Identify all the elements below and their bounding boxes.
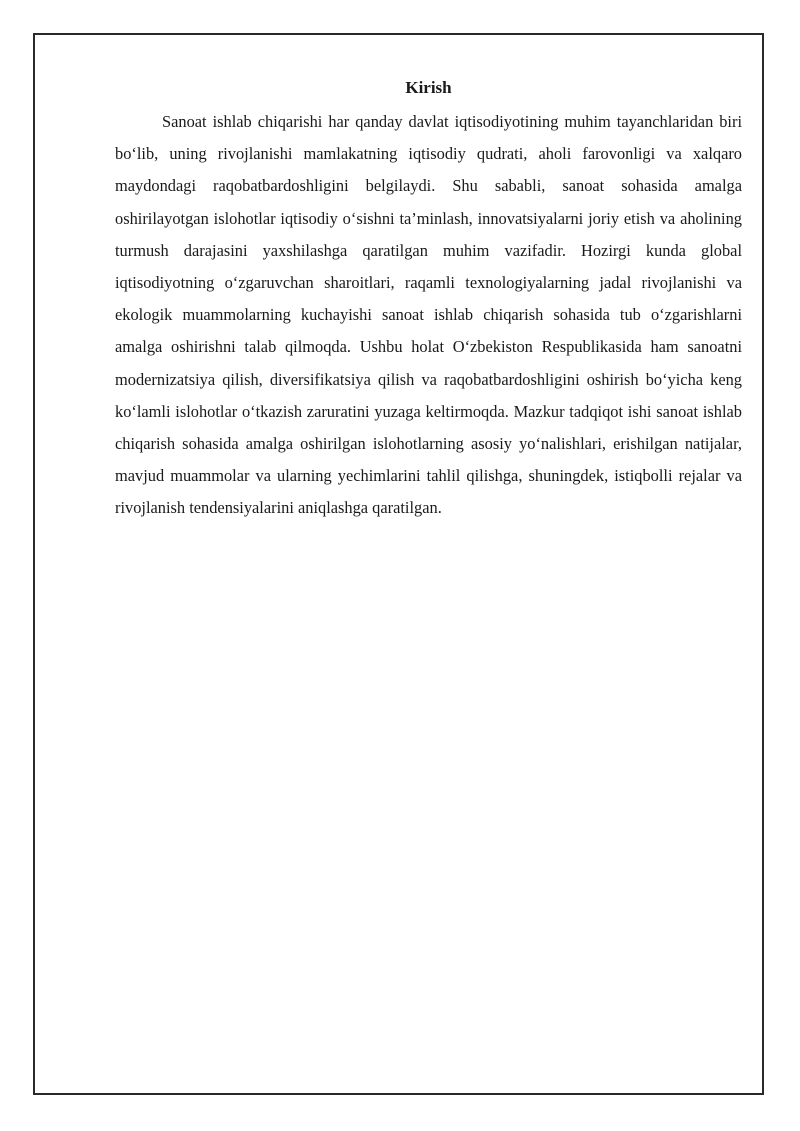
document-body bbox=[115, 76, 742, 525]
page-title: Kirish bbox=[405, 78, 452, 97]
intro-paragraph: Sanoat ishlab chiqarishi har qanday davlat iqtisodiyotining muhim tayanchlaridan biri bo‘lib, uning rivojlanishi mamlakatning iqtisodiy qudrati, aholi farovonligi va xalqaro maydondagi raqobatbardoshligini belgilaydi. Shu sababli, sanoat sohasida amalga oshirilayotgan islohotlar iqtisodiy o‘sishni ta’minlash, innovatsiyalarni joriy etish va aholining turmush darajasini yaxshilashga qaratilgan muhim vazifadir. Hozirgi kunda global iqtisodiyotning o‘zgaruvchan sharoitlari, raqamli texnologiyalarning jadal rivojlanishi va ekologik muammolarning kuchayishi sanoat ishlab chiqarish sohasida tub o‘zgarishlarni amalga oshirishni talab qilmoqda. Ushbu holat O‘zbekiston Respublikasida ham sanoatni modernizatsiya qilish, diversifikatsiya qilish va raqobatbardoshligini oshirish bo‘yicha keng ko‘lamli islohotlar o‘tkazish zaruratini yuzaga keltirmoqda. Mazkur tadqiqot ishi sanoat ishlab chiqarish sohasida amalga oshirilgan islohotlarning asosiy yo‘nalishlari, erishilgan natijalar, mavjud muammolar va ularning yechimlarini tahlil qilishga, shuningdek, istiqbolli rejalar va rivojlanish tendensiyalarini aniqlashga qaratilgan. bbox=[115, 112, 742, 518]
